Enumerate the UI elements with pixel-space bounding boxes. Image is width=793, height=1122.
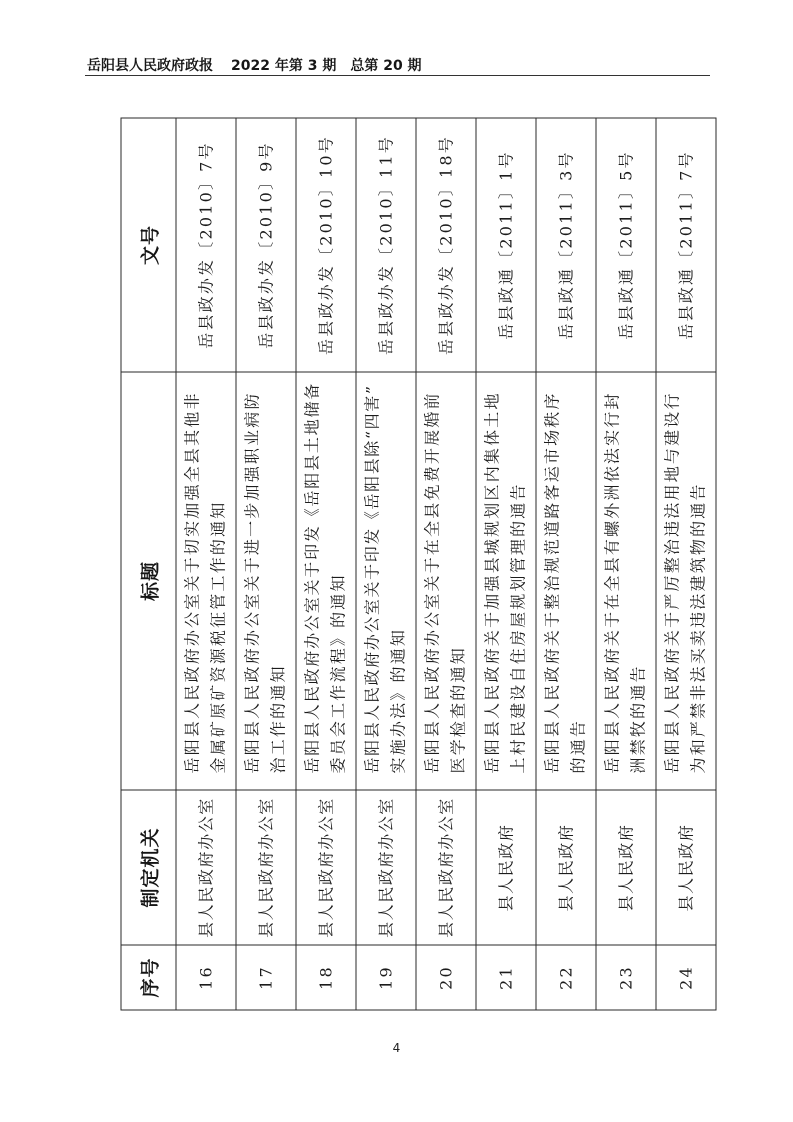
issuing-authority-cell — [176, 790, 236, 945]
document-title-cell — [596, 372, 656, 790]
document-number-cell — [416, 118, 476, 372]
issuing-authority-cell — [596, 790, 656, 945]
document-title-cell — [476, 372, 536, 790]
row-number: 22 — [555, 964, 575, 990]
document-title-line: 金属矿原矿资源税征管工作的通知 — [208, 499, 227, 773]
row-number-cell — [236, 945, 296, 1010]
table-row — [596, 118, 656, 1010]
table-row — [476, 118, 536, 1010]
document-title-line: 岳阳县人民政府办公室关于印发《岳阳县土地储备 — [302, 381, 321, 773]
document-title-cell — [236, 372, 296, 790]
column-header-title: 标题 — [121, 372, 176, 790]
document-title-line: 岳阳县人民政府办公室关于切实加强全县其他非 — [182, 390, 201, 773]
row-number: 18 — [315, 964, 335, 990]
row-number-cell — [176, 945, 236, 1010]
document-title-cell — [536, 372, 596, 790]
table-header — [121, 118, 176, 1010]
document-title-line: 岳阳县人民政府关于整治规范道路客运市场秩序 — [542, 390, 561, 773]
row-number: 23 — [615, 964, 635, 990]
document-number: 岳县政办发〔2010〕10号 — [315, 134, 335, 355]
row-number-cell — [476, 945, 536, 1010]
column-header-seq: 序号 — [121, 945, 176, 1010]
document-title-line: 医学检查的通知 — [448, 645, 467, 773]
issuing-authority: 县人民政府 — [555, 823, 575, 912]
issuing-authority: 县人民政府 — [675, 823, 695, 912]
header-row — [121, 118, 176, 1010]
table-row — [416, 118, 476, 1010]
issuing-authority: 县人民政府办公室 — [435, 796, 455, 938]
row-number-cell — [656, 945, 716, 1010]
document-number-cell — [476, 118, 536, 372]
document-number-cell — [296, 118, 356, 372]
document-number: 岳县政办发〔2010〕9号 — [255, 140, 275, 349]
issuing-authority-cell — [536, 790, 596, 945]
running-header — [87, 58, 422, 74]
total-issue-number: 总第 20 期 — [350, 58, 422, 74]
document-number: 岳县政通〔2011〕7号 — [675, 149, 695, 340]
issuing-authority: 县人民政府办公室 — [195, 796, 215, 938]
document-title-line: 的通告 — [568, 718, 587, 773]
row-number-cell — [356, 945, 416, 1010]
header-rule — [85, 75, 710, 76]
issuing-authority: 县人民政府 — [615, 823, 635, 912]
document-number-cell — [356, 118, 416, 372]
row-number: 21 — [495, 964, 515, 990]
document-number: 岳县政通〔2011〕1号 — [495, 149, 515, 340]
issuing-authority: 县人民政府办公室 — [375, 796, 395, 938]
document-title-line: 治工作的通知 — [268, 663, 287, 773]
document-number: 岳县政办发〔2010〕11号 — [375, 134, 395, 355]
document-title-cell — [416, 372, 476, 790]
document-title-line: 为和严禁非法买卖违法建筑物的通告 — [688, 481, 707, 773]
issuing-authority-cell — [356, 790, 416, 945]
table-row — [296, 118, 356, 1010]
row-number: 20 — [435, 964, 455, 990]
document-title-line: 岳阳县人民政府办公室关于进一步加强职业病防 — [242, 390, 261, 773]
issue-number: 2022 年第 3 期 — [231, 58, 337, 74]
row-number: 16 — [195, 964, 215, 990]
gazette-title: 岳阳县人民政府政报 — [87, 58, 213, 74]
document-title-line: 岳阳县人民政府办公室关于在全县免费开展婚前 — [422, 390, 441, 773]
issuing-authority: 县人民政府 — [495, 823, 515, 912]
document-number: 岳县政办发〔2010〕7号 — [195, 140, 215, 349]
document-title-line: 岳阳县人民政府办公室关于印发《岳阳县除“四害” — [362, 383, 381, 773]
document-list-table — [120, 118, 707, 1010]
document-number-cell — [656, 118, 716, 372]
document-number-cell — [536, 118, 596, 372]
document-title-cell — [656, 372, 716, 790]
row-number: 24 — [675, 964, 695, 990]
table — [120, 117, 716, 1010]
issuing-authority-cell — [296, 790, 356, 945]
document-number-cell — [176, 118, 236, 372]
document-number: 岳县政通〔2011〕3号 — [555, 149, 575, 340]
issuing-authority: 县人民政府办公室 — [315, 796, 335, 938]
table-body — [176, 118, 716, 1010]
table-row — [236, 118, 296, 1010]
document-title-cell — [356, 372, 416, 790]
row-number: 19 — [375, 964, 395, 990]
document-title-line: 岳阳县人民政府关于严厉整治违法用地与建设行 — [662, 390, 681, 773]
table-row — [176, 118, 236, 1010]
row-number-cell — [596, 945, 656, 1010]
document-title-cell — [176, 372, 236, 790]
document-number: 岳县政通〔2011〕5号 — [615, 149, 635, 340]
issuing-authority: 县人民政府办公室 — [255, 796, 275, 938]
table-row — [536, 118, 596, 1010]
column-header-issuer: 制定机关 — [121, 790, 176, 945]
document-number: 岳县政办发〔2010〕18号 — [435, 134, 455, 355]
document-title-line: 实施办法》的通知 — [388, 627, 407, 773]
document-title-cell — [296, 372, 356, 790]
row-number-cell — [536, 945, 596, 1010]
issuing-authority-cell — [656, 790, 716, 945]
document-number-cell — [236, 118, 296, 372]
row-number: 17 — [255, 964, 275, 990]
page-number: 4 — [392, 1041, 401, 1055]
table-row — [656, 118, 716, 1010]
row-number-cell — [296, 945, 356, 1010]
document-number-cell — [596, 118, 656, 372]
document-title-line: 岳阳县人民政府关于加强县城规划区内集体土地 — [482, 390, 501, 773]
document-title-line: 岳阳县人民政府关于在全县有螺外洲依法实行封 — [602, 390, 621, 773]
table-row — [356, 118, 416, 1010]
document-title-line: 上村民建设自住房屋规划管理的通告 — [508, 481, 527, 773]
issuing-authority-cell — [236, 790, 296, 945]
issuing-authority-cell — [476, 790, 536, 945]
column-header-doc-number: 文号 — [121, 118, 176, 372]
document-title-line: 洲禁牧的通告 — [628, 663, 647, 773]
issuing-authority-cell — [416, 790, 476, 945]
row-number-cell — [416, 945, 476, 1010]
document-title-line: 委员会工作流程》的通知 — [328, 572, 347, 773]
